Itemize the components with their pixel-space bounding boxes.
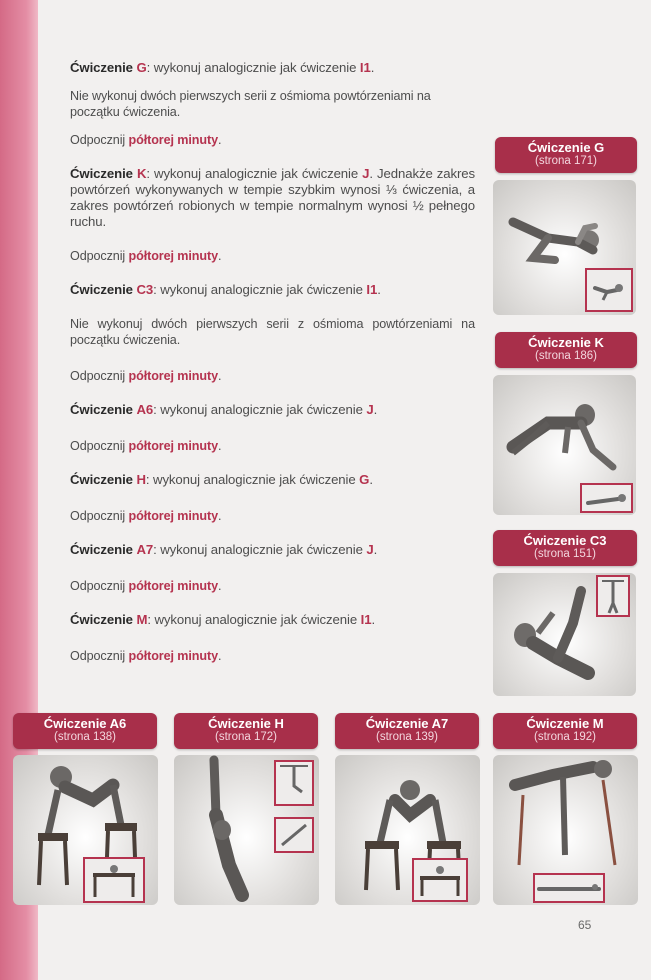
rest-note-7: Odpocznij półtorej minuty. <box>70 649 222 663</box>
rest-note-4: Odpocznij półtorej minuty. <box>70 439 222 453</box>
crunch-inset-icon <box>587 270 631 310</box>
exercise-a7-label: Ćwiczenie A7 (strona 139) <box>335 713 479 749</box>
exercise-c3-label: Ćwiczenie C3 (strona 151) <box>493 530 637 566</box>
exercise-k-label: Ćwiczenie K (strona 186) <box>495 332 637 368</box>
rest-note-1: Odpocznij półtorej minuty. <box>70 133 222 147</box>
exercise-g-label: Ćwiczenie G (strona 171) <box>495 137 637 173</box>
skip-series-note-2: Nie wykonuj dwóch pierwszych serii z ośmioma powtórzeniami na początku ćwiczenia. <box>70 317 475 347</box>
exercise-c3-photo <box>493 573 636 696</box>
chair-dip-inset-icon <box>85 859 143 901</box>
exercise-k-inset <box>580 483 633 513</box>
exercise-g-photo <box>493 180 636 315</box>
exercise-k-photo <box>493 375 636 515</box>
exercise-m-photo <box>493 755 638 905</box>
exercise-a6-photo <box>13 755 158 905</box>
rest-note-5: Odpocznij półtorej minuty. <box>70 509 222 523</box>
pushup-inset-icon <box>582 485 631 511</box>
exercise-a7-paragraph: Ćwiczenie A7: wykonuj analogicznie jak ćwiczenie J. <box>70 542 378 557</box>
exercise-m-paragraph: Ćwiczenie M: wykonuj analogicznie jak ćwiczenie I1. <box>70 612 376 627</box>
hanging-top-inset-icon <box>276 762 312 804</box>
exercise-m-inset <box>533 873 605 903</box>
exercise-h-photo <box>174 755 319 905</box>
exercise-a7-photo <box>335 755 480 905</box>
exercise-a6-inset <box>83 857 145 903</box>
rest-note-6: Odpocznij półtorej minuty. <box>70 579 222 593</box>
bar-lift-inset-icon <box>535 875 603 901</box>
exercise-k-paragraph: Ćwiczenie K: wykonuj analogicznie jak ćwiczenie J. Jednakże zakres powtórzeń wykonywanych w tempie szybkim wynosi ⅓ ćwiczenia, a zakres powtórzeń robionych w tempie normalnym wynosi ½ pełnego ruchu. <box>70 166 475 229</box>
hanging-bottom-inset-icon <box>276 819 312 851</box>
exercise-c3-inset <box>596 575 630 617</box>
exercise-h-inset-bottom <box>274 817 314 853</box>
exercise-m-label: Ćwiczenie M (strona 192) <box>493 713 637 749</box>
exercise-h-inset-top <box>274 760 314 806</box>
page-number: 65 <box>578 918 592 932</box>
exercise-a6-paragraph: Ćwiczenie A6: wykonuj analogicznie jak ćwiczenie J. <box>70 402 378 417</box>
chair-dip-alt-inset-icon <box>414 860 466 900</box>
exercise-c3-paragraph: Ćwiczenie C3: wykonuj analogicznie jak ćwiczenie I1. <box>70 282 381 297</box>
hanging-inset-icon <box>598 577 628 615</box>
exercise-a6-label: Ćwiczenie A6 (strona 138) <box>13 713 157 749</box>
exercise-g-inset <box>585 268 633 312</box>
exercise-h-label: Ćwiczenie H (strona 172) <box>174 713 318 749</box>
exercise-g-paragraph: Ćwiczenie G: wykonuj analogicznie jak ćwiczenie I1. <box>70 60 375 75</box>
rest-note-3: Odpocznij półtorej minuty. <box>70 369 222 383</box>
exercise-a7-inset <box>412 858 468 902</box>
rest-note-2: Odpocznij półtorej minuty. <box>70 249 222 263</box>
skip-series-note-1: Nie wykonuj dwóch pierwszych serii z ośmioma powtórzeniami na początku ćwiczenia. <box>70 89 431 119</box>
exercise-text-block <box>70 58 475 664</box>
exercise-h-paragraph: Ćwiczenie H: wykonuj analogicznie jak ćwiczenie G. <box>70 472 373 487</box>
